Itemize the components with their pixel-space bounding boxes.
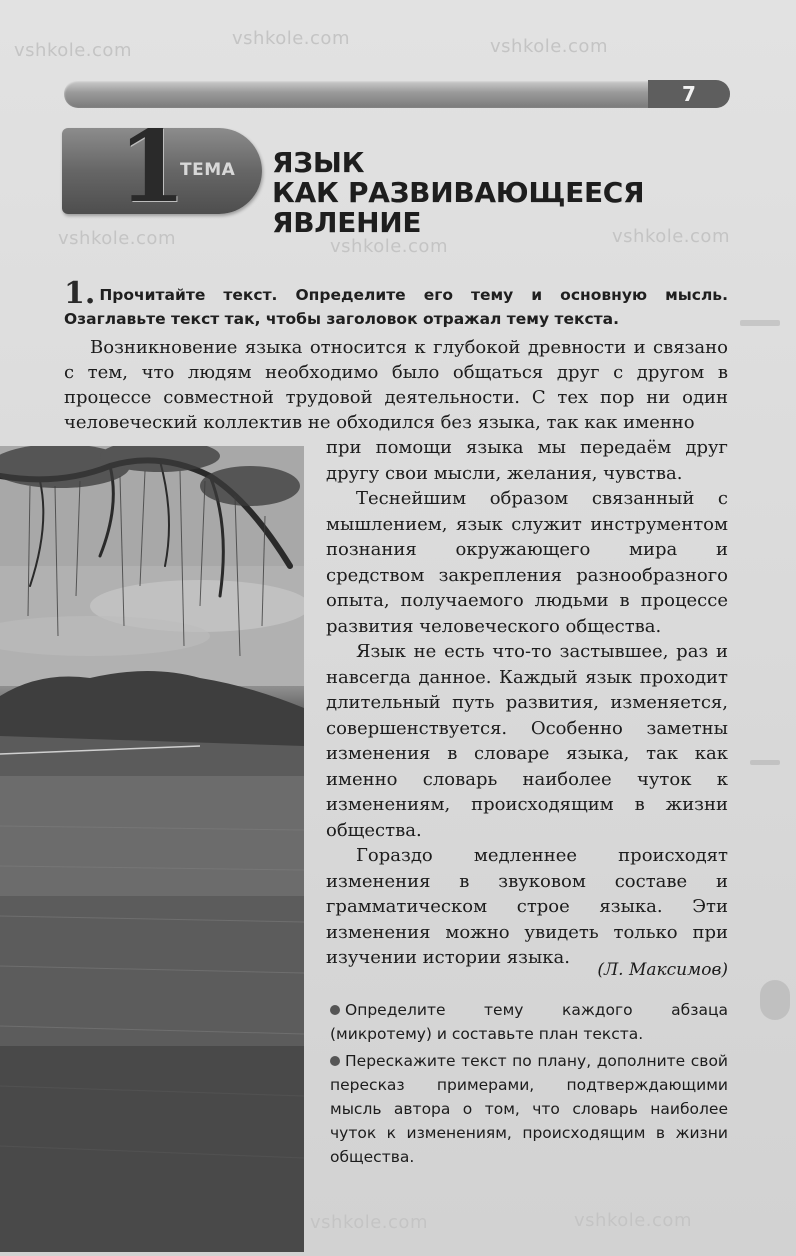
scan-artifact — [740, 320, 780, 326]
header-bar — [64, 80, 730, 108]
chapter-title-line: КАК РАЗВИВАЮЩЕЕСЯ — [272, 176, 645, 209]
watermark: vshkole.com — [574, 1210, 692, 1231]
landscape-photo — [0, 446, 304, 1252]
text-column — [326, 435, 728, 971]
watermark: vshkole.com — [14, 40, 132, 61]
paragraph: Язык не есть что-то застывшее, раз и навсегда данное. Каждый язык проходит длительный путь развития, изменяется, совершенствуется. Особенно заметны изменения в словаре языка, так как именно словарь наиболее чуток к изменениям, происходящим в жизни общества. — [326, 641, 728, 841]
paragraph: Теснейшим образом связанный с мышлением, язык служит инструментом познания окружающего мира и средством закрепления разнообразного опыта, получаемого людьми в процессе развития человеческого общества. — [326, 488, 728, 637]
topic-number: 1 — [118, 110, 187, 225]
task-text: Прочитайте текст. Определите его тему и основную мысль. Озаглавьте текст так, чтобы заголовок отражал тему текста. — [64, 286, 728, 328]
watermark: vshkole.com — [612, 226, 730, 247]
task-number: 1. — [64, 276, 96, 311]
paragraph: при помощи языка мы передаём друг другу свои мысли, желания, чувства. — [326, 437, 728, 484]
chapter-title — [272, 148, 692, 238]
page-number: 7 — [682, 82, 696, 106]
task-instruction — [64, 276, 728, 331]
list-item-text: Определите тему каждого абзаца (микротему) и составьте план текста. — [330, 1001, 728, 1043]
topic-label: ТЕМА — [180, 160, 236, 180]
text-full-width — [64, 335, 728, 435]
scan-artifact — [760, 980, 790, 1020]
scan-artifact — [750, 760, 780, 765]
watermark: vshkole.com — [330, 236, 448, 257]
bullet-icon — [330, 1056, 340, 1066]
page-number-box — [648, 80, 730, 108]
list-item — [330, 1049, 728, 1169]
assignment-list — [330, 998, 728, 1172]
author-attribution: (Л. Максимов) — [597, 960, 728, 980]
paragraph: Возникновение языка относится к глубокой древности и связано с тем, что людям необходимо было общаться друг с другом в процессе совместной трудовой деятельности. С тех пор ни один человеческий коллектив не обходился без языка, так как именно — [64, 337, 728, 433]
chapter-title-line: ЯЗЫК — [272, 146, 365, 179]
watermark: vshkole.com — [310, 1212, 428, 1233]
list-item-text: Перескажите текст по плану, дополните свой пересказ примерами, подтверждающими мысль автора о том, что словарь наиболее чуток к изменениям, происходящим в жизни общества. — [330, 1052, 728, 1166]
bullet-icon — [330, 1005, 340, 1015]
paragraph: Гораздо медленнее происходят изменения в звуковом составе и грамматическом строе языка. Эти изменения можно увидеть только при изучении истории языка. — [326, 845, 728, 968]
landscape-photo-icon — [0, 446, 304, 1252]
list-item — [330, 998, 728, 1046]
chapter-title-line: ЯВЛЕНИЕ — [272, 206, 422, 239]
watermark: vshkole.com — [58, 228, 176, 249]
watermark: vshkole.com — [232, 28, 350, 49]
watermark: vshkole.com — [490, 36, 608, 57]
